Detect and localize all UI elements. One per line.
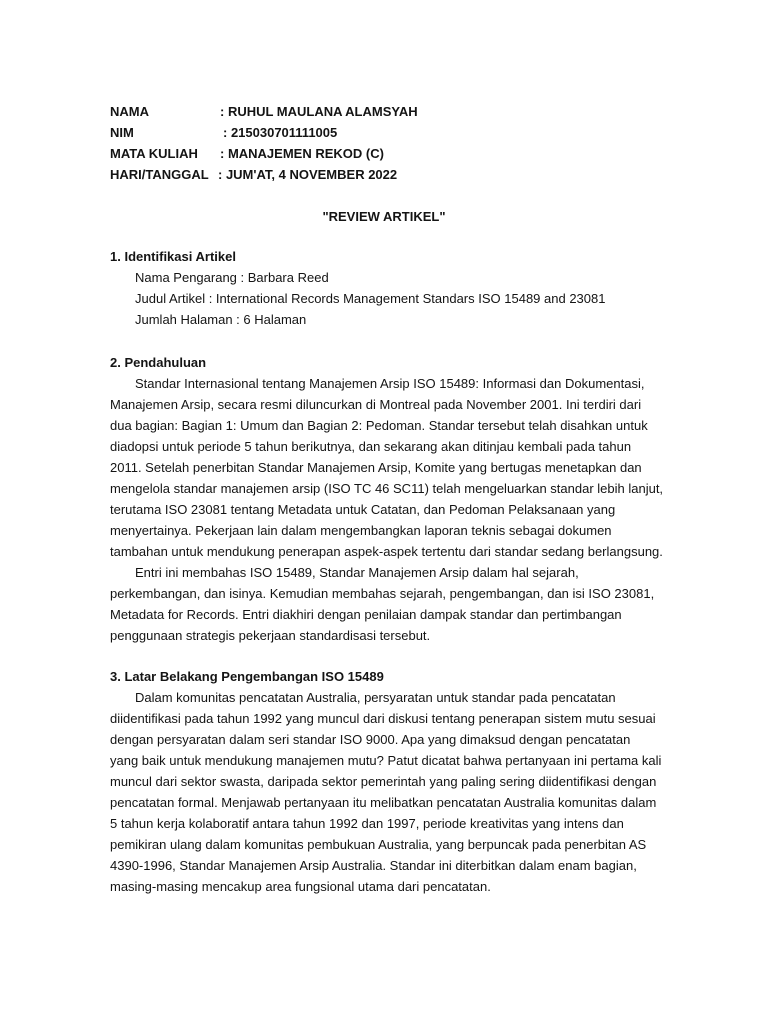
- text-line: mengelola standar manajemen arsip (ISO TC 46 SC11) telah mengeluarkan standar lebih lanjut,: [110, 481, 664, 496]
- section-heading: 1. Identifikasi Artikel: [110, 249, 236, 264]
- header-label: NAMA: [110, 104, 149, 119]
- header-value: : 215030701111005: [223, 125, 338, 140]
- text-line: Dalam komunitas pencatatan Australia, persyaratan untuk standar pada pencatatan: [135, 690, 616, 705]
- header-label: NIM: [110, 125, 134, 140]
- document-title: "REVIEW ARTIKEL": [322, 209, 446, 224]
- article-title: Judul Artikel : International Records Management Standars ISO 15489 and 23081: [135, 291, 606, 306]
- text-line: dengan persyaratan dalam seri standar ISO 9000. Apa yang dimaksud dengan pencatatan: [110, 732, 631, 747]
- paragraph: [110, 373, 665, 562]
- paragraph: [110, 562, 665, 646]
- article-author: Nama Pengarang : Barbara Reed: [135, 270, 329, 285]
- text-line: masing-masing mencakup area fungsional utama dari pencatatan.: [110, 879, 491, 894]
- text-line: 4390-1996, Standar Manajemen Arsip Australia. Standar ini diterbitkan dalam enam bagian,: [110, 858, 637, 873]
- header-value: : JUM'AT, 4 NOVEMBER 2022: [218, 167, 398, 182]
- section-heading: 2. Pendahuluan: [110, 355, 207, 370]
- text-line: Metadata for Records. Entri diakhiri dengan penilaian dampak standar dan pertimbangan: [110, 607, 622, 622]
- text-line: diidentifikasi pada tahun 1992 yang muncul dari diskusi tentang penerapan sistem mutu sesuai: [110, 711, 656, 726]
- text-line: 5 tahun kerja kolaboratif antara tahun 1992 dan 1997, periode kreativitas yang intens dan: [110, 816, 624, 831]
- header-value: : MANAJEMEN REKOD (C): [220, 146, 384, 161]
- text-line: muncul dari sektor swasta, daripada sektor pemerintah yang paling sering diidentifikasi dengan: [110, 774, 657, 789]
- section-heading: 3. Latar Belakang Pengembangan ISO 15489: [110, 669, 384, 684]
- text-line: menyertainya. Pekerjaan lain dalam mengembangkan laporan teknis sebagai dokumen: [110, 523, 612, 538]
- text-line: pencatatan formal. Menjawab pertanyaan itu melibatkan pencatatan Australia komunitas dalam: [110, 795, 657, 810]
- text-line: Manajemen Arsip, secara resmi diluncurkan di Montreal pada November 2001. Ini terdiri dari: [110, 397, 642, 412]
- text-line: diadopsi untuk periode 5 tahun berikutnya, dan sekarang akan ditinjau kembali pada tahun: [110, 439, 632, 454]
- paragraph: [110, 687, 665, 897]
- section-identifikasi-artikel: [110, 246, 665, 330]
- text-line: yang baik untuk mendukung manajemen mutu? Patut dicatat bahwa pertanyaan ini pertama kali: [110, 753, 662, 768]
- section-pendahuluan: [110, 352, 665, 646]
- text-line: tambahan untuk mendukung penerapan aspek-aspek tertentu dari standar sedang berlangsung.: [110, 544, 663, 559]
- text-line: perkembangan, dan isinya. Kemudian membahas sejarah, pengembangan, dan isi ISO 23081,: [110, 586, 655, 601]
- header-label: HARI/TANGGAL: [110, 167, 209, 182]
- text-line: 2011. Setelah penerbitan Standar Manajemen Arsip, Komite yang bertugas menetapkan dan: [110, 460, 642, 475]
- header-value: : RUHUL MAULANA ALAMSYAH: [220, 104, 418, 119]
- text-line: Standar Internasional tentang Manajemen Arsip ISO 15489: Informasi dan Dokumentasi,: [135, 376, 645, 391]
- header-label: MATA KULIAH: [110, 146, 198, 161]
- text-line: dua bagian: Bagian 1: Umum dan Bagian 2: Pedoman. Standar tersebut telah disahkan untuk: [110, 418, 648, 433]
- text-line: terutama ISO 23081 tentang Metadata untuk Catatan, dan Pedoman Pelaksanaan yang: [110, 502, 616, 517]
- section-latar-belakang: [110, 666, 665, 897]
- text-line: pemikiran ulang dalam komunitas pembukuan Australia, yang berpuncak pada penerbitan AS: [110, 837, 647, 852]
- text-line: Entri ini membahas ISO 15489, Standar Manajemen Arsip dalam hal sejarah,: [135, 565, 579, 580]
- text-line: penggunaan strategis pekerjaan standardisasi tersebut.: [110, 628, 431, 643]
- article-pages: Jumlah Halaman : 6 Halaman: [135, 312, 307, 327]
